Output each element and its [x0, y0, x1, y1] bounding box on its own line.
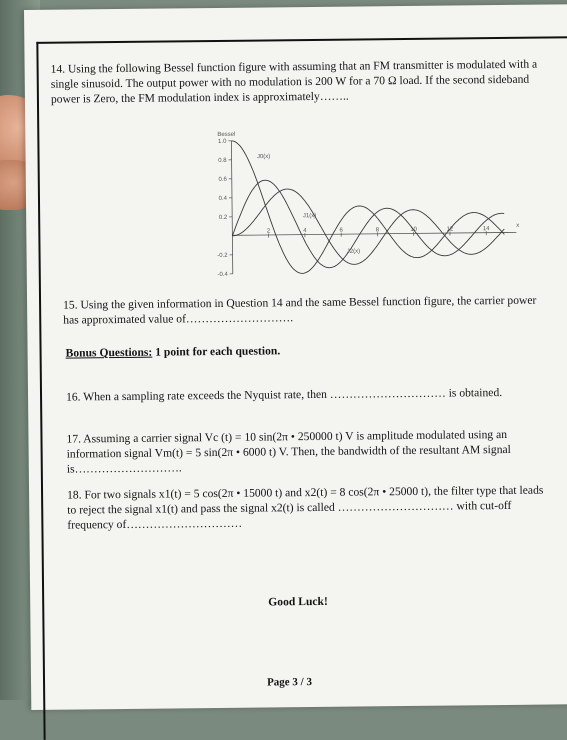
bessel-figure: [185, 123, 527, 287]
y-tick-label: 0.2: [219, 215, 228, 221]
question-16: 16. When a sampling rate exceeds the Nyquist rate, then ………………………… is obtained.: [66, 385, 546, 405]
x-tick-label: 2: [267, 228, 271, 234]
bonus-note: 1 point for each question.: [152, 344, 280, 358]
series-J2(x)-label: J2(x): [347, 249, 360, 255]
x-tick-label: 14: [483, 226, 490, 232]
y-tick-label: 1.0: [218, 139, 227, 145]
bonus-heading: [66, 343, 281, 360]
bessel-curves: [231, 138, 504, 274]
series-J1(x)-label: J1(x): [303, 213, 316, 219]
x-tick-label: 10: [410, 227, 417, 233]
question-17: 17. Assuming a carrier signal Vc (t) = 10 sin(2π • 250000 t) V is amplitude modulated using an information signal Vm(t) = 5 sin(2π • 6000 t) V. Then, the bandwidth of the resultant AM signal is……………………….: [66, 427, 550, 477]
question-15: 15. Using the given information in Question 14 and the same Bessel function figure, the carrier power has approximated value of……………………….: [63, 293, 549, 328]
series-labels: [257, 153, 360, 256]
y-tick-labels: [216, 139, 233, 278]
y-axis: [231, 141, 232, 274]
series-J0(x)-line: [231, 138, 504, 274]
y-tick-label: 0.6: [218, 177, 227, 183]
question-14: 14. Using the following Bessel function figure with assuming that an FM transmitter is modulated with a single sinusoid. The output power with no modulation is 200 W for a 70 Ω load. If the second sideband power is Zero, the FM modulation index is approximately……..: [51, 57, 549, 107]
chart-title: Bessel: [217, 132, 235, 138]
x-tick-label: 6: [339, 228, 343, 234]
series-J1(x)-line: [232, 178, 505, 269]
y-tick-label: 0.8: [218, 158, 227, 164]
y-tick-label: -0.4: [217, 272, 228, 278]
good-luck: Good Luck!: [268, 594, 328, 610]
page-number: Page 3 / 3: [267, 675, 312, 690]
series-J0(x)-label: J0(x): [257, 154, 270, 160]
bonus-title: Bonus Questions:: [66, 346, 153, 360]
x-tick-label: 12: [447, 227, 454, 233]
y-tick-label: -0.2: [217, 253, 228, 259]
exam-page: [24, 4, 567, 710]
x-axis-label: x: [516, 223, 519, 229]
question-18: 18. For two signals x1(t) = 5 cos(2π • 15000 t) and x2(t) = 8 cos(2π • 25000 t), the filter type that leads to reject the signal x1(t) and pass the signal x2(t) is called ………………………… with cut-off frequency of…………………………: [67, 483, 551, 533]
x-tick-label: 4: [303, 228, 307, 234]
y-tick-label: 0.4: [219, 196, 228, 202]
x-tick-label: 8: [376, 227, 380, 233]
